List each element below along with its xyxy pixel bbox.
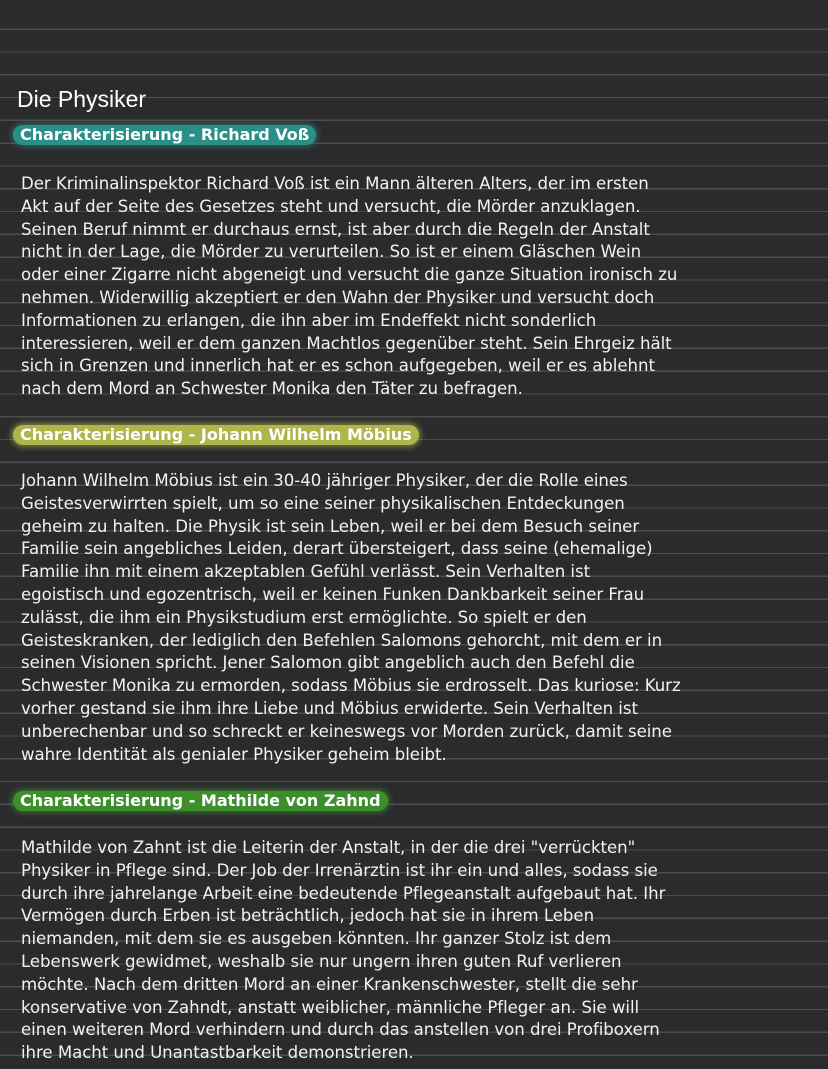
section-heading-johann-wilhelm-moebius: Charakterisierung - Johann Wilhelm Möbius	[13, 425, 419, 445]
section-heading-mathilde-von-zahnd: Charakterisierung - Mathilde von Zahnd	[13, 791, 388, 811]
paragraph-richard-voss: Der Kriminalinspektor Richard Voß ist ein Mann älteren Alters, der im ersten Akt auf der Seite des Gesetzes steht und versucht, die Mörder anzuklagen. Seinen Beruf nimmt er durchaus ernst, ist aber durch die Regeln der Anstalt nicht in der Lage, die Mörder zu verurteilen. So ist er einem Gläschen Wein oder einer Zigarre nicht abgeneigt und versucht die ganze Situation ironisch zu nehmen. Widerwillig akzeptiert er den Wahn der Physiker und versucht doch Informationen zu erlangen, die ihn aber im Endeffekt nicht sonderlich interessieren, weil er dem ganzen Machtlos gegenüber steht. Sein Ehrgeiz hält sich in Grenzen und innerlich hat er es schon aufgegeben, weil er es ablehnt nach dem Mord an Schwester Monika den Täter zu befragen.	[21, 174, 678, 399]
paragraph-mathilde-von-zahnd: Mathilde von Zahnt ist die Leiterin der Anstalt, in der die drei "verrückten" Physiker in Pflege sind. Der Job der Irrenärztin ist ihr ein und alles, sodass sie durch ihre jahrelange Arbeit eine bedeutende Pflegeanstalt aufgebaut hat. Ihr Vermögen durch Erben ist beträchtlich, jedoch hat sie in ihrem Leben niemanden, mit dem sie es ausgeben könnten. Ihr ganzer Stolz ist dem Lebenswerk gewidmet, weshalb sie nur ungern ihren guten Ruf verlieren möchte. Nach dem dritten Mord an einer Krankenschwester, stellt die sehr konservative von Zahndt, anstatt weiblicher, männliche Pfleger an. Sie will einen weiteren Mord verhindern und durch das anstellen von drei Profiboxern ihre Macht und Unantastbarkeit demonstrieren.	[21, 838, 666, 1063]
section-heading-richard-voss: Charakterisierung - Richard Voß	[13, 125, 316, 145]
paragraph-johann-wilhelm-moebius: Johann Wilhelm Möbius ist ein 30-40 jähriger Physiker, der die Rolle eines Geistesverwirrten spielt, um so eine seiner physikalischen Entdeckungen geheim zu halten. Die Physik ist sein Leben, weil er bei dem Besuch seiner Familie sein angebliches Leiden, derart übersteigert, dass seine (ehemalige) Familie ihn mit einem akzeptablen Gefühl verlässt. Sein Verhalten ist egoistisch und egozentrisch, weil er keinen Funken Dankbarkeit seiner Frau zulässt, die ihm ein Physikstudium erst ermöglichte. So spielt er den Geisteskranken, der lediglich den Befehlen Salomons gehorcht, mit dem er in seinen Visionen spricht. Jener Salomon gibt angeblich auch den Befehl die Schwester Monika zu ermorden, sodass Möbius sie erdrosselt. Das kuriose: Kurz vorher gestand sie ihm ihre Liebe und Möbius erwiderte. Sein Verhalten ist unberechenbar und so schreckt er keineswegs vor Morden zurück, damit seine wahre Identität als genialer Physiker geheim bleibt.	[21, 471, 681, 764]
page-title: Die Physiker	[17, 86, 147, 112]
